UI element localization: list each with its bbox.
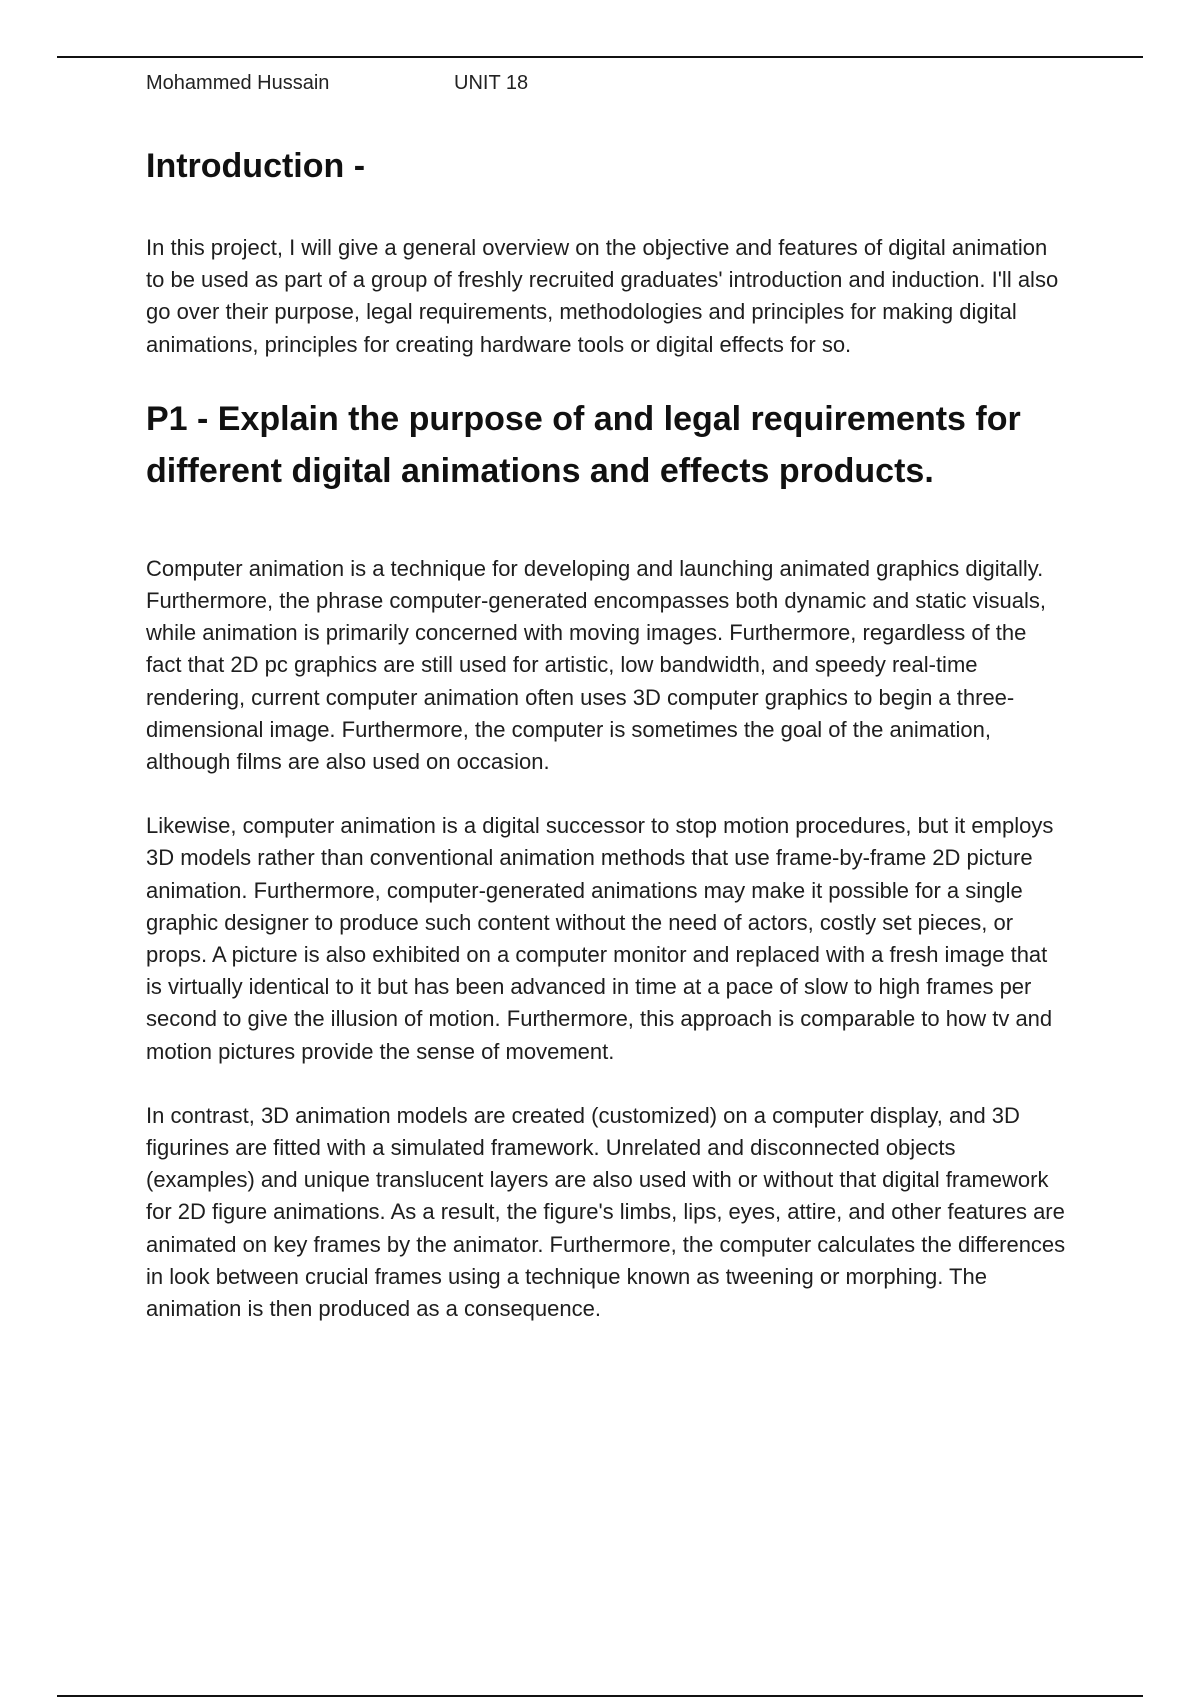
bottom-rule <box>57 1695 1143 1697</box>
unit-label: UNIT 18 <box>454 72 529 94</box>
p1-paragraph: Computer animation is a technique for developing and launching animated graphics digitally. Furthermore, the phrase computer-generated encompasses both dynamic and static visuals, while animation is primarily concerned with moving images. Furthermore, regardless of the fact that 2D pc graphics are still used for artistic, low bandwidth, and speedy real-time rendering, current computer animation often uses 3D computer graphics to begin a three-dimensional image. Furthermore, the computer is sometimes the goal of the animation, although films are also used on occasion. <box>146 555 1047 775</box>
document-body <box>146 140 1066 1357</box>
intro-heading: Introduction - <box>146 147 366 185</box>
p1-paragraph: Likewise, computer animation is a digital successor to stop motion procedures, but it employs 3D models rather than conventional animation methods that use frame-by-frame 2D picture animation. Furthermore, computer-generated animations may make it possible for a single graphic designer to produce such content without the need of actors, costly set pieces, or props. A picture is also exhibited on a computer monitor and replaced with a fresh image that is virtually identical to it but has been advanced in time at a pace of slow to high frames per second to give the illusion of motion. Furthermore, this approach is comparable to how tv and motion pictures provide the sense of movement. <box>146 813 1054 1064</box>
p1-heading: P1 - Explain the purpose of and legal requirements for different digital animations and effects products. <box>146 399 1021 490</box>
page-header <box>146 72 528 95</box>
author-name: Mohammed Hussain <box>146 72 330 94</box>
intro-paragraph: In this project, I will give a general overview on the objective and features of digital animation to be used as part of a group of freshly recruited graduates' introduction and induction. I'll also go over their purpose, legal requirements, methodologies and principles for making digital animations, principles for creating hardware tools or digital effects for so. <box>146 235 1059 357</box>
p1-paragraph: In contrast, 3D animation models are created (customized) on a computer display, and 3D figurines are fitted with a simulated framework. Unrelated and disconnected objects (examples) and unique translucent layers are also used with or without that digital framework for 2D figure animations. As a result, the figure's limbs, lips, eyes, attire, and other features are animated on key frames by the animator. Furthermore, the computer calculates the differences in look between crucial frames using a technique known as tweening or morphing. The animation is then produced as a consequence. <box>146 1102 1066 1322</box>
top-rule <box>57 56 1143 58</box>
